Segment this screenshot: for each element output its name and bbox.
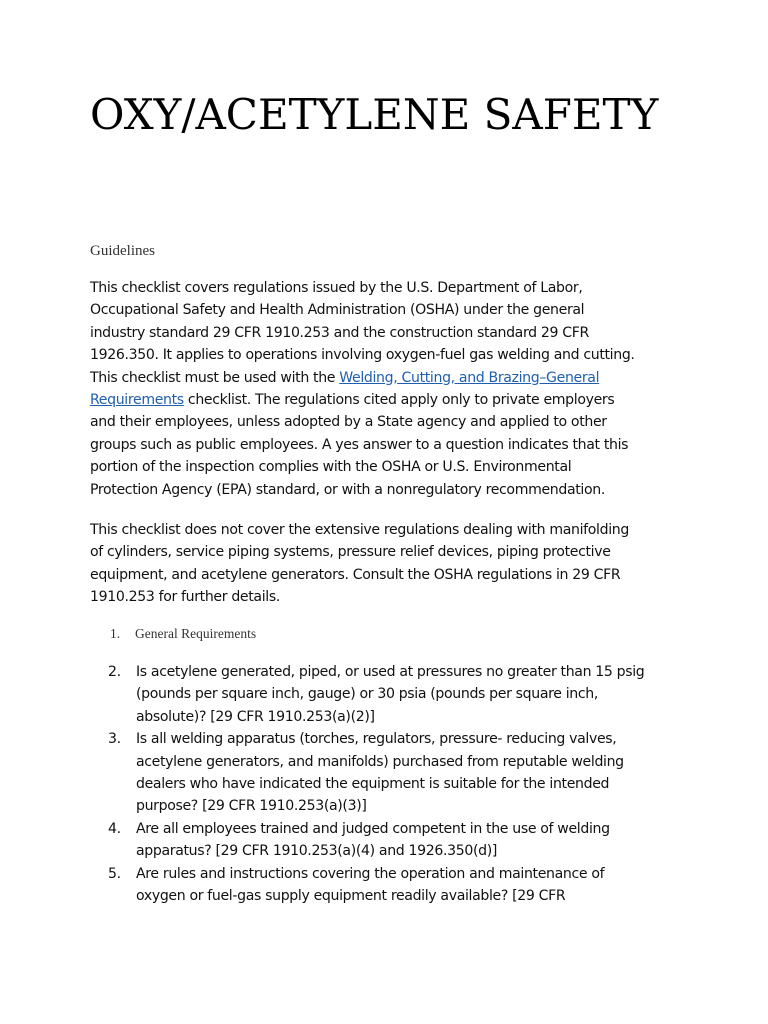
question-item [108, 863, 708, 908]
question-number: 4. [108, 820, 121, 837]
paragraph-line: 1910.253 for further details. [90, 589, 280, 606]
question-number: 3. [108, 731, 121, 748]
paragraph-line: industry standard 29 CFR 1910.253 and the construction standard 29 CFR [90, 324, 589, 341]
paragraph-line: Occupational Safety and Health Administration (OSHA) under the general [90, 302, 585, 319]
paragraph-line: of cylinders, service piping systems, pressure relief devices, piping protective [90, 544, 611, 561]
paragraph-line: and their employees, unless adopted by a State agency and applied to other [90, 414, 607, 431]
paragraph-line: This checklist covers regulations issued by the U.S. Department of Labor, [90, 280, 583, 296]
question-line: acetylene generators, and manifolds) purchased from reputable welding [136, 753, 624, 770]
paragraph-line: groups such as public employees. A yes answer to a question indicates that this [90, 436, 629, 453]
question-line: (pounds per square inch, gauge) or 30 psia (pounds per square inch, [136, 686, 598, 703]
question-item [108, 728, 708, 818]
paragraph-line: portion of the inspection complies with the OSHA or U.S. Environmental [90, 459, 572, 476]
paragraph-line: equipment, and acetylene generators. Consult the OSHA regulations in 29 CFR [90, 566, 621, 583]
scope-paragraph [90, 519, 680, 609]
question-line: apparatus? [29 CFR 1910.253(a)(4) and 1926.350(d)] [136, 843, 498, 860]
welding-checklist-link[interactable]: Welding, Cutting, and Brazing–General [339, 369, 600, 386]
question-line: absolute)? [29 CFR 1910.253(a)(2)] [136, 708, 375, 725]
question-line: Is all welding apparatus (torches, regulators, pressure- reducing valves, [136, 731, 617, 748]
question-number: 5. [108, 865, 121, 882]
welding-checklist-link-continued[interactable]: Requirements [90, 392, 184, 409]
subsection-number: 1. [110, 626, 121, 641]
paragraph-line: This checklist does not cover the extensive regulations dealing with manifolding [90, 522, 629, 538]
question-line: purpose? [29 CFR 1910.253(a)(3)] [136, 798, 367, 815]
section-heading-guidelines: Guidelines [90, 243, 155, 259]
question-line: Are rules and instructions covering the operation and maintenance of [136, 865, 605, 882]
question-item [108, 661, 708, 728]
question-number: 2. [108, 664, 121, 680]
question-line: Is acetylene generated, piped, or used at pressures no greater than 15 psig [136, 664, 645, 680]
question-line: Are all employees trained and judged competent in the use of welding [136, 820, 610, 837]
intro-paragraph [90, 277, 680, 501]
document-title: OXY/ACETYLENE SAFETY [90, 90, 659, 139]
question-item [108, 818, 708, 863]
paragraph-line [90, 367, 680, 389]
question-list [108, 661, 708, 907]
paragraph-line: 1926.350. It applies to operations involving oxygen-fuel gas welding and cutting. [90, 347, 635, 364]
subsection-label: General Requirements [135, 626, 257, 641]
question-line: oxygen or fuel-gas supply equipment readily available? [29 CFR [136, 888, 566, 905]
paragraph-line: Protection Agency (EPA) standard, or with a nonregulatory recommendation. [90, 481, 605, 498]
question-line: dealers who have indicated the equipment is suitable for the intended [136, 776, 610, 793]
paragraph-text: This checklist must be used with the [90, 369, 340, 386]
subsection-general-requirements [110, 626, 256, 642]
paragraph-text: checklist. The regulations cited apply only to private employers [183, 392, 615, 409]
paragraph-line [90, 389, 680, 411]
